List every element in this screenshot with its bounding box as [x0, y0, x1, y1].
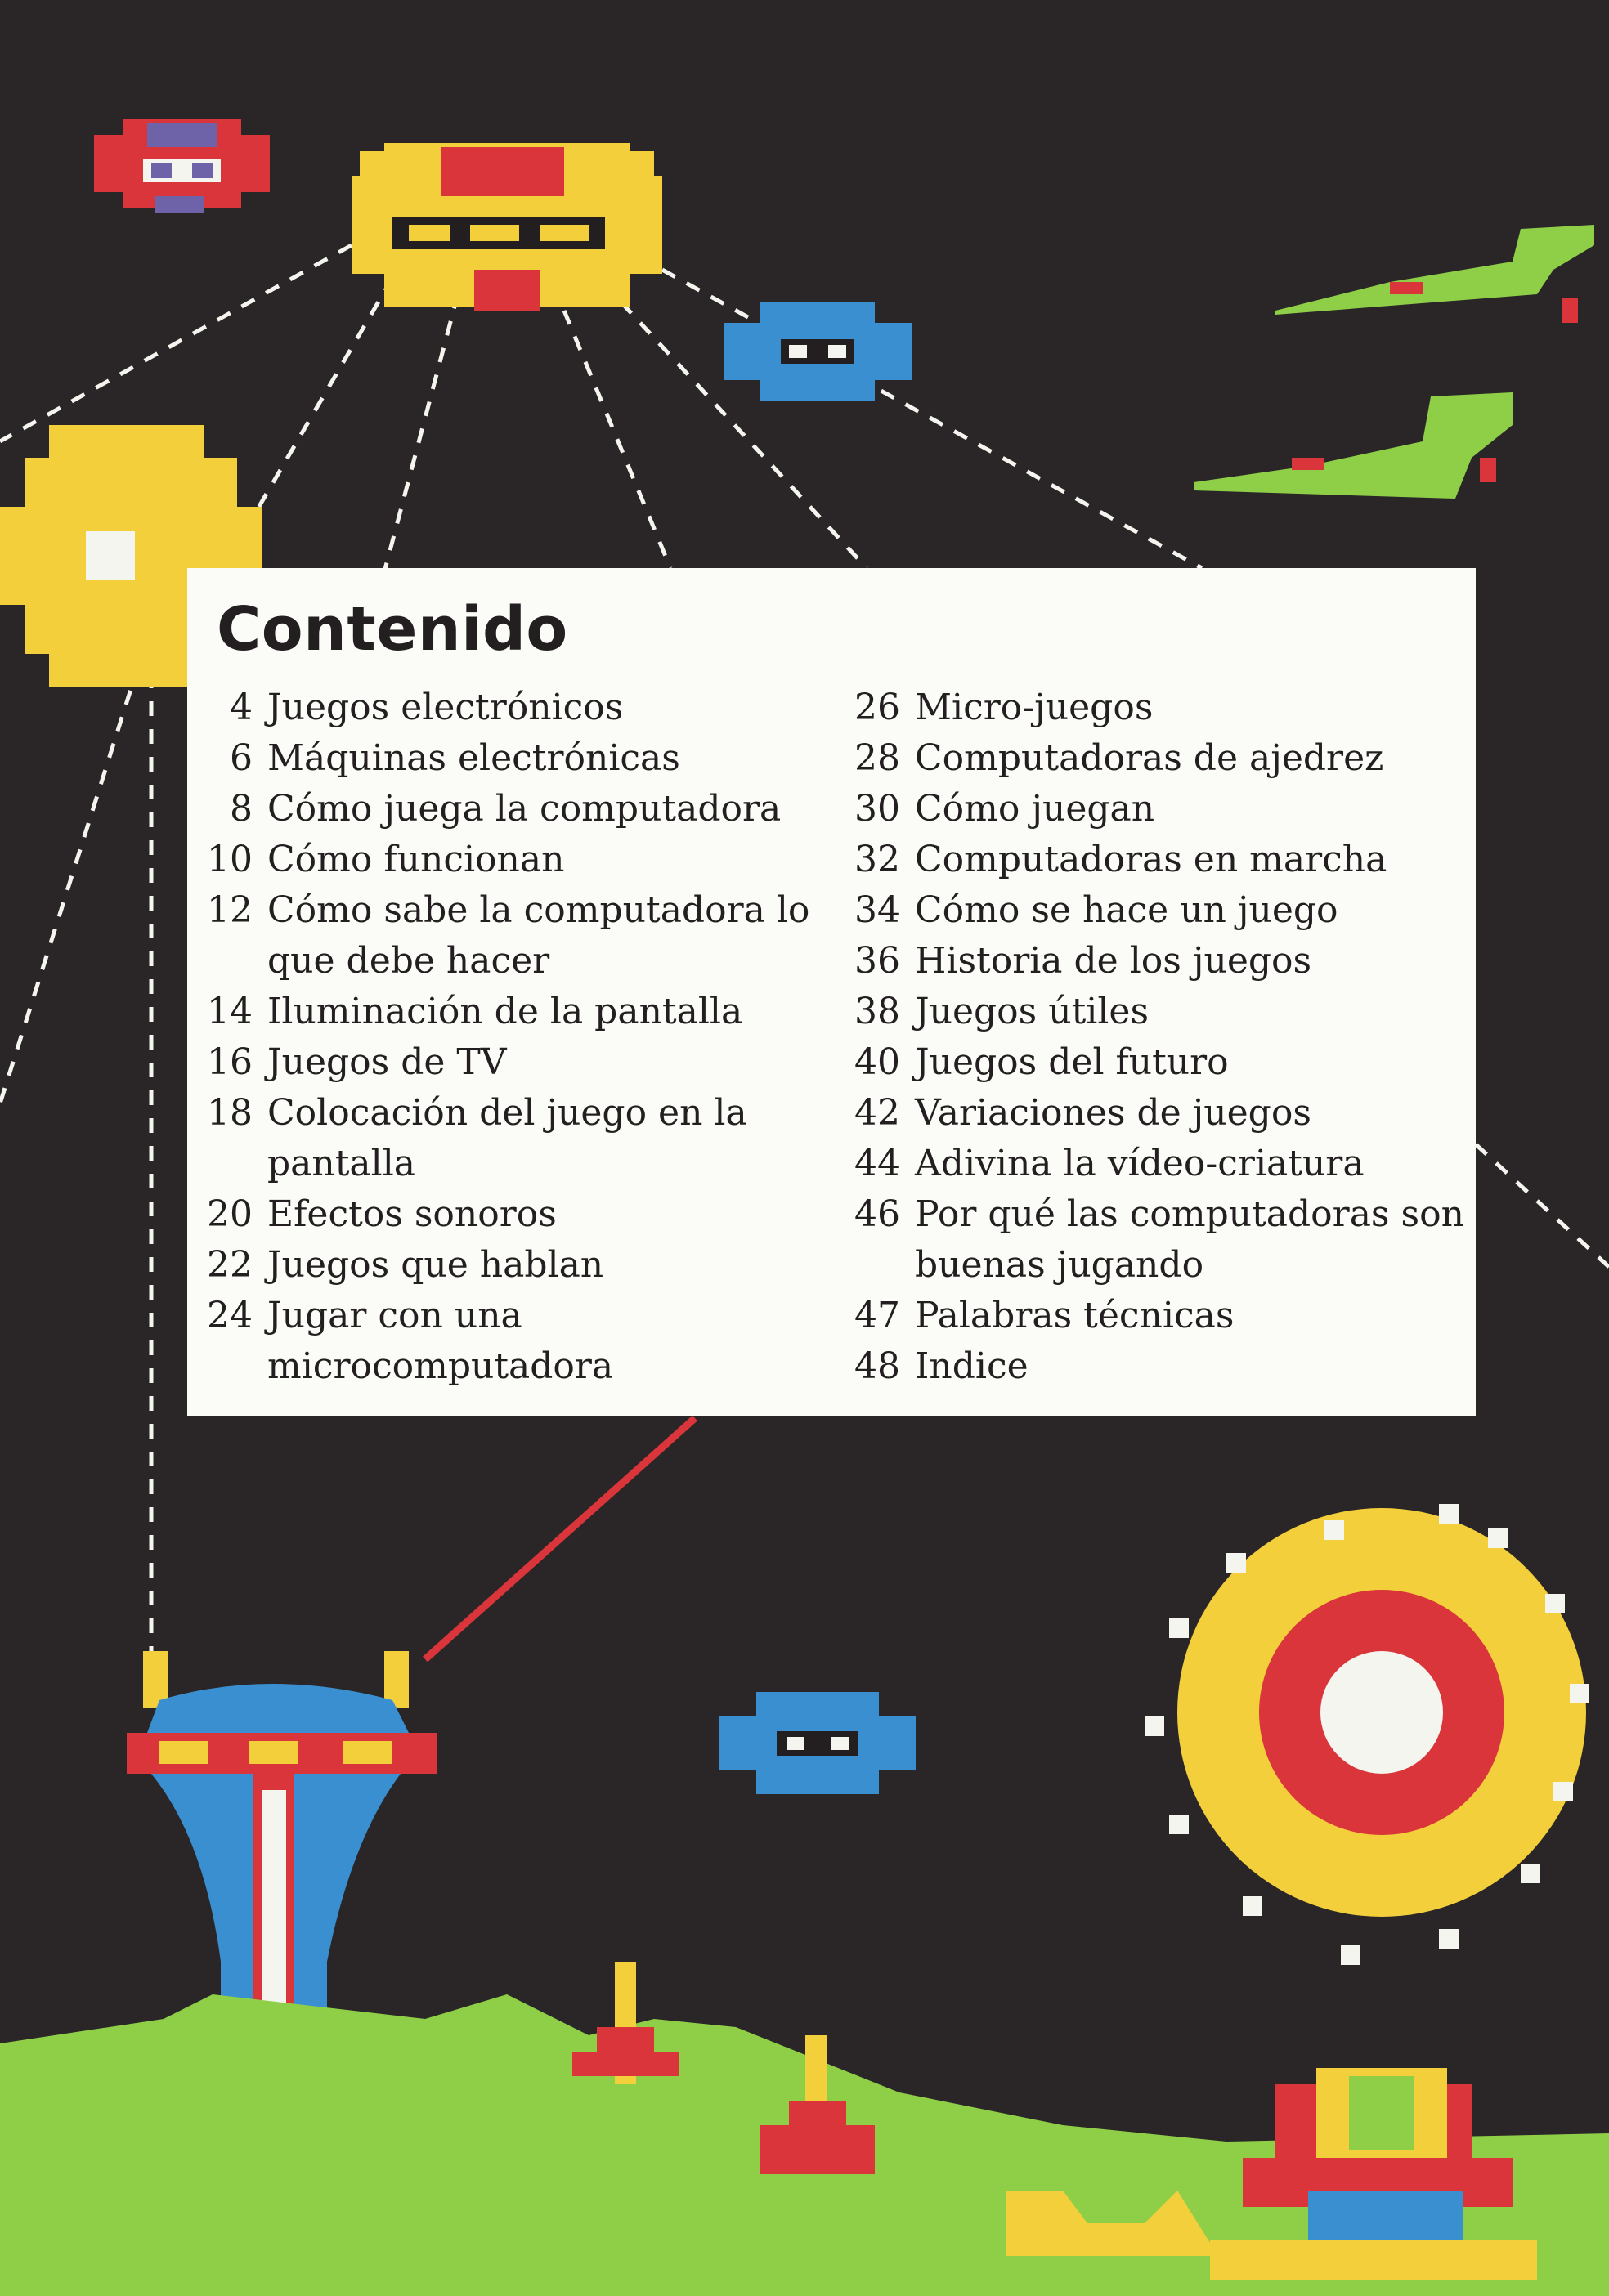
toc-entry-title: Juegos electrónicos — [267, 687, 624, 728]
toc-page-number: 6 — [230, 737, 253, 779]
toc-title: Contenido — [217, 594, 568, 665]
toc-page-number: 32 — [854, 839, 900, 880]
toc-entry[interactable] — [194, 1189, 840, 1240]
toc-page-number: 48 — [854, 1345, 900, 1387]
toc-entry-title: Adivina la vídeo-criatura — [915, 1143, 1365, 1184]
toc-entry[interactable] — [194, 1037, 840, 1088]
explosion-right — [1145, 1504, 1589, 1965]
toc-page-number: 18 — [207, 1092, 253, 1134]
toc-entry-title: Juegos que hablan — [267, 1244, 604, 1286]
toc-entry-title: Por qué las computadoras son buenas jugando — [915, 1193, 1464, 1286]
toc-page-number: 34 — [854, 889, 900, 931]
toc-page-number: 24 — [207, 1295, 253, 1336]
toc-entry-title: Cómo funcionan — [267, 839, 565, 880]
toc-entry[interactable] — [841, 835, 1471, 885]
toc-page-number: 36 — [854, 940, 900, 982]
toc-entry[interactable] — [841, 1037, 1471, 1088]
toc-entry[interactable] — [194, 733, 840, 784]
toc-entry-title: Cómo sabe la computadora lo que debe hacer — [267, 889, 810, 982]
toc-page-number: 30 — [854, 788, 900, 830]
toc-entry-title: Efectos sonoros — [267, 1193, 557, 1235]
toc-page-number: 46 — [854, 1193, 900, 1235]
toc-entry[interactable] — [194, 683, 840, 733]
toc-page-number: 14 — [207, 991, 253, 1032]
invader-blue-mid — [719, 1692, 916, 1794]
toc-entry-title: Indice — [915, 1345, 1029, 1387]
toc-entry[interactable] — [194, 835, 840, 885]
toc-page-number: 16 — [207, 1041, 253, 1083]
toc-entry[interactable] — [841, 936, 1471, 987]
green-ship-2 — [1194, 392, 1513, 499]
toc-entry-title: Palabras técnicas — [915, 1295, 1235, 1336]
laser-beam — [425, 1418, 695, 1659]
toc-page-number: 47 — [854, 1295, 900, 1336]
toc-entry-title: Juegos del futuro — [915, 1041, 1229, 1083]
toc-entry-title: Cómo juega la computadora — [267, 788, 782, 830]
toc-left-column — [194, 683, 840, 1392]
toc-page-number: 20 — [207, 1193, 253, 1235]
toc-entry[interactable] — [841, 1291, 1471, 1341]
toc-page-number: 28 — [854, 737, 900, 779]
toc-entry[interactable] — [841, 885, 1471, 936]
toc-entry[interactable] — [194, 1240, 840, 1291]
toc-page-number: 22 — [207, 1244, 253, 1286]
invader-small-top — [94, 119, 270, 213]
green-ship-1 — [1275, 225, 1594, 323]
toc-entry[interactable] — [841, 1139, 1471, 1189]
toc-page-number: 12 — [207, 889, 253, 931]
tank — [1210, 2068, 1537, 2280]
toc-page-number: 8 — [230, 788, 253, 830]
toc-entry[interactable] — [194, 784, 840, 835]
toc-entry[interactable] — [841, 683, 1471, 733]
toc-entry-title: Computadoras de ajedrez — [915, 737, 1384, 779]
toc-entry[interactable] — [194, 885, 840, 987]
toc-entry[interactable] — [194, 1088, 840, 1189]
toc-entry-title: Historia de los juegos — [915, 940, 1312, 982]
toc-entry-title: Micro-juegos — [915, 687, 1154, 728]
toc-entry-title: Computadoras en marcha — [915, 839, 1387, 880]
toc-entry[interactable] — [841, 733, 1471, 784]
toc-entry[interactable] — [194, 987, 840, 1037]
toc-page-number: 10 — [207, 839, 253, 880]
invader-blue-top — [724, 302, 912, 401]
toc-entry[interactable] — [841, 784, 1471, 835]
toc-page-number: 26 — [854, 687, 900, 728]
toc-entry[interactable] — [841, 987, 1471, 1037]
mothership — [352, 143, 662, 311]
toc-entry-title: Cómo juegan — [915, 788, 1155, 830]
toc-entry-title: Juegos de TV — [267, 1041, 507, 1083]
toc-page-number: 44 — [854, 1143, 900, 1184]
toc-page-number: 38 — [854, 991, 900, 1032]
toc-page-number: 42 — [854, 1092, 900, 1134]
toc-entry-title: Juegos útiles — [915, 991, 1150, 1032]
toc-entry[interactable] — [841, 1088, 1471, 1139]
toc-entry-title: Variaciones de juegos — [915, 1092, 1311, 1134]
toc-entry-title: Iluminación de la pantalla — [267, 991, 743, 1032]
toc-entry[interactable] — [194, 1291, 840, 1392]
toc-page-number: 40 — [854, 1041, 900, 1083]
toc-entry-title: Colocación del juego en la pantalla — [267, 1092, 747, 1184]
table-of-contents — [187, 568, 1476, 1416]
toc-entry[interactable] — [841, 1341, 1471, 1392]
toc-entry[interactable] — [841, 1189, 1471, 1291]
toc-page-number: 4 — [230, 687, 253, 728]
toc-entry-title: Cómo se hace un juego — [915, 889, 1338, 931]
toc-entry-title: Máquinas electrónicas — [267, 737, 680, 779]
toc-entry-title: Jugar con una microcomputadora — [267, 1295, 614, 1387]
toc-right-column — [841, 683, 1471, 1392]
